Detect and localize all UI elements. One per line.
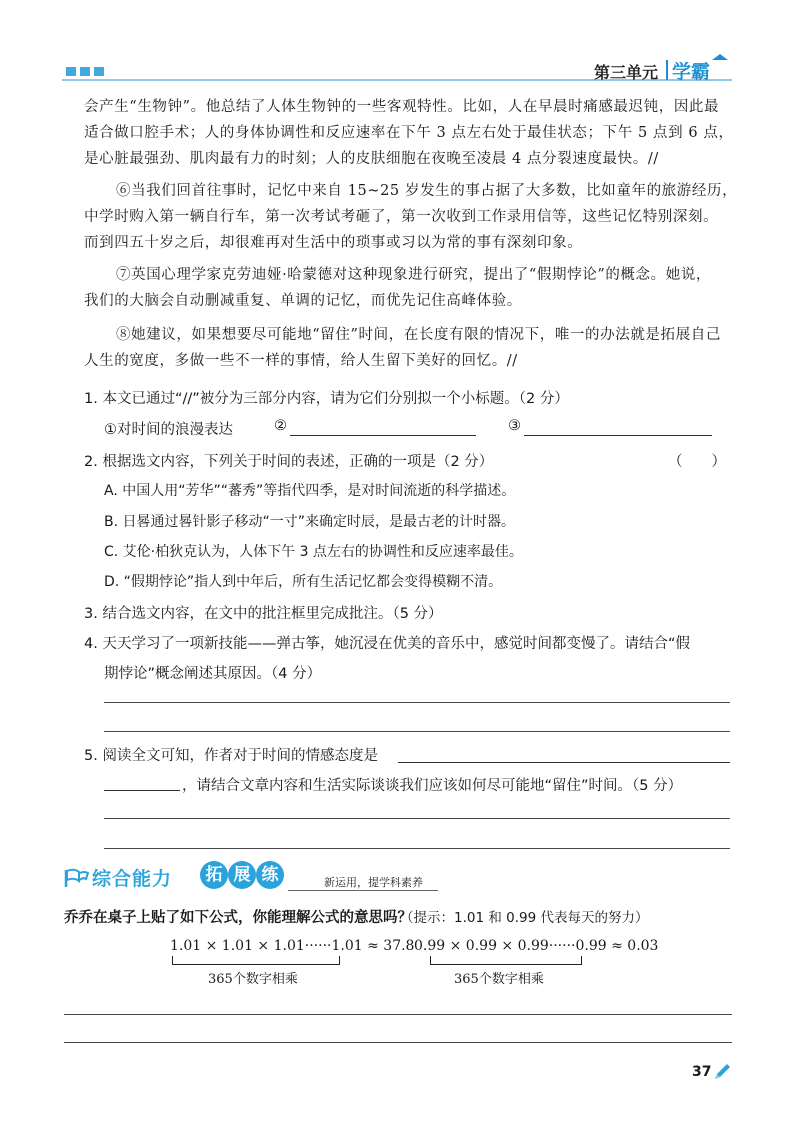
formula-1: 1.01 × 1.01 × 1.01······1.01 ≈ 37.8 — [170, 938, 415, 954]
section-pill-3: 练 — [256, 861, 284, 889]
question-5-line-1: 5. 阅读全文可知，作者对于时间的情感态度是 — [84, 748, 378, 764]
q1-label-2: ② — [274, 418, 287, 434]
section-subtitle: 新运用，提学科素养 — [324, 876, 423, 889]
q2-option-b[interactable]: B. 日晷通过晷针影子移动“一寸”来确定时辰，是最古老的计时器。 — [104, 514, 516, 530]
section-pill-1: 拓 — [200, 861, 228, 889]
header-square-2 — [80, 67, 90, 76]
passage-line: ⑦英国心理学家克劳迪娅·哈蒙德对这种现象进行研究，提出了“假期悖论”的概念。她说， — [116, 267, 712, 283]
header-square-1 — [66, 67, 76, 76]
passage-line: ⑧她建议，如果想要尽可能地“留住”时间，在长度有限的情况下，唯一的办法就是拓展自己 — [116, 327, 721, 343]
q2-option-c[interactable]: C. 艾伦·柏狄克认为，人体下午 3 点左右的协调性和反应速率最佳。 — [104, 544, 523, 560]
passage-line: 而到四五十岁之后，却很难再对生活中的琐事或习以为常的事有深刻印象。 — [84, 235, 583, 251]
formula-2: 0.99 × 0.99 × 0.99······0.99 ≈ 0.03 — [414, 938, 659, 954]
extension-answer-line-2[interactable] — [64, 1042, 732, 1043]
pencil-icon — [712, 1062, 732, 1082]
book-flag-icon — [64, 867, 90, 889]
q5-answer-line-1[interactable] — [104, 818, 730, 819]
section-title: 综合能力 — [92, 868, 173, 890]
q2-option-d[interactable]: D. “假期悖论”指人到中年后，所有生活记忆都会变得模糊不清。 — [104, 574, 503, 590]
formula-2-brace-label: 365个数字相乘 — [454, 972, 544, 987]
header-square-3 — [94, 67, 104, 76]
question-5-line-2: ，请结合文章内容和生活实际谈谈我们应该如何尽可能地“留住”时间。（5 分） — [182, 778, 683, 794]
q1-answer-blank-3[interactable] — [524, 435, 712, 436]
passage-line: 适合做口腔手术；人的身体协调性和反应速率在下午 3 点左右处于最佳状态；下午 5 点到 6 点， — [84, 125, 734, 141]
passage-line: ⑥当我们回首往事时，记忆中来自 15~25 岁发生的事占据了大多数，比如童年的旅游经历， — [116, 183, 738, 199]
passage-line: 会产生“生物钟”。他总结了人体生物钟的一些客观特性。比如，人在早晨时痛感最迟钝，因此最 — [84, 99, 720, 115]
section-underline — [288, 890, 438, 891]
q1-answer-1: ①对时间的浪漫表达 — [104, 422, 233, 438]
brand-divider — [666, 60, 668, 80]
question-1: 1. 本文已通过“//”被分为三部分内容，请为它们分别拟一个小标题。（2 分） — [84, 391, 569, 407]
unit-title: 第三单元 — [594, 63, 659, 82]
q2-answer-paren[interactable]: （ ） — [668, 454, 726, 470]
q4-answer-line-2[interactable] — [104, 731, 730, 732]
paragraph-5-end — [84, 94, 732, 172]
passage-line: 是心脏最强劲、肌肉最有力的时刻；人的皮肤细胞在夜晚至凌晨 4 点分裂速度最快。// — [84, 151, 659, 167]
passage-line: 我们的大脑会自动删减重复、单调的记忆，而优先记住高峰体验。 — [84, 293, 522, 309]
q5-answer-blank-1[interactable] — [398, 762, 730, 763]
extension-prompt: 乔乔在桌子上贴了如下公式，你能理解公式的意思吗？ — [64, 910, 412, 926]
paragraph-6 — [84, 178, 738, 256]
q5-answer-line-2[interactable] — [104, 848, 730, 849]
q4-answer-line-1[interactable] — [104, 702, 730, 703]
q2-option-a[interactable]: A. 中国人用“芳华”“蕃秀”等指代四季，是对时间流逝的科学描述。 — [104, 483, 516, 499]
q1-label-3: ③ — [508, 418, 521, 434]
q5-answer-blank-2[interactable] — [104, 790, 180, 791]
page-number: 37 — [692, 1064, 712, 1080]
paragraph-7 — [84, 262, 732, 314]
extension-hint: （提示：1.01 和 0.99 代表每天的努力） — [400, 910, 649, 926]
paragraph-8 — [84, 322, 732, 374]
formula-2-brace — [430, 956, 582, 965]
section-pill-2: 展 — [228, 861, 256, 889]
formula-1-brace-label: 365个数字相乘 — [208, 972, 298, 987]
graduation-cap-icon — [712, 54, 728, 60]
brand-logo: 学霸 — [672, 61, 711, 83]
extension-answer-line-1[interactable] — [64, 1014, 732, 1015]
question-4-line-1: 4. 天天学习了一项新技能——弹古筝，她沉浸在优美的音乐中，感觉时间都变慢了。请结合“假 — [84, 636, 690, 652]
q1-answer-blank-2[interactable] — [290, 435, 476, 436]
question-3: 3. 结合选文内容，在文中的批注框里完成批注。（5 分） — [84, 606, 443, 622]
question-4-line-2: 期悖论”概念阐述其原因。（4 分） — [104, 666, 322, 682]
question-2: 2. 根据选文内容，下列关于时间的表述，正确的一项是（2 分） — [84, 454, 494, 470]
passage-line: 人生的宽度，多做一些不一样的事情，给人生留下美好的回忆。// — [84, 353, 518, 369]
formula-1-brace — [172, 956, 340, 965]
passage-line: 中学时购入第一辆自行车，第一次考试考砸了，第一次收到工作录用信等，这些记忆特别深刻。 — [84, 209, 719, 225]
